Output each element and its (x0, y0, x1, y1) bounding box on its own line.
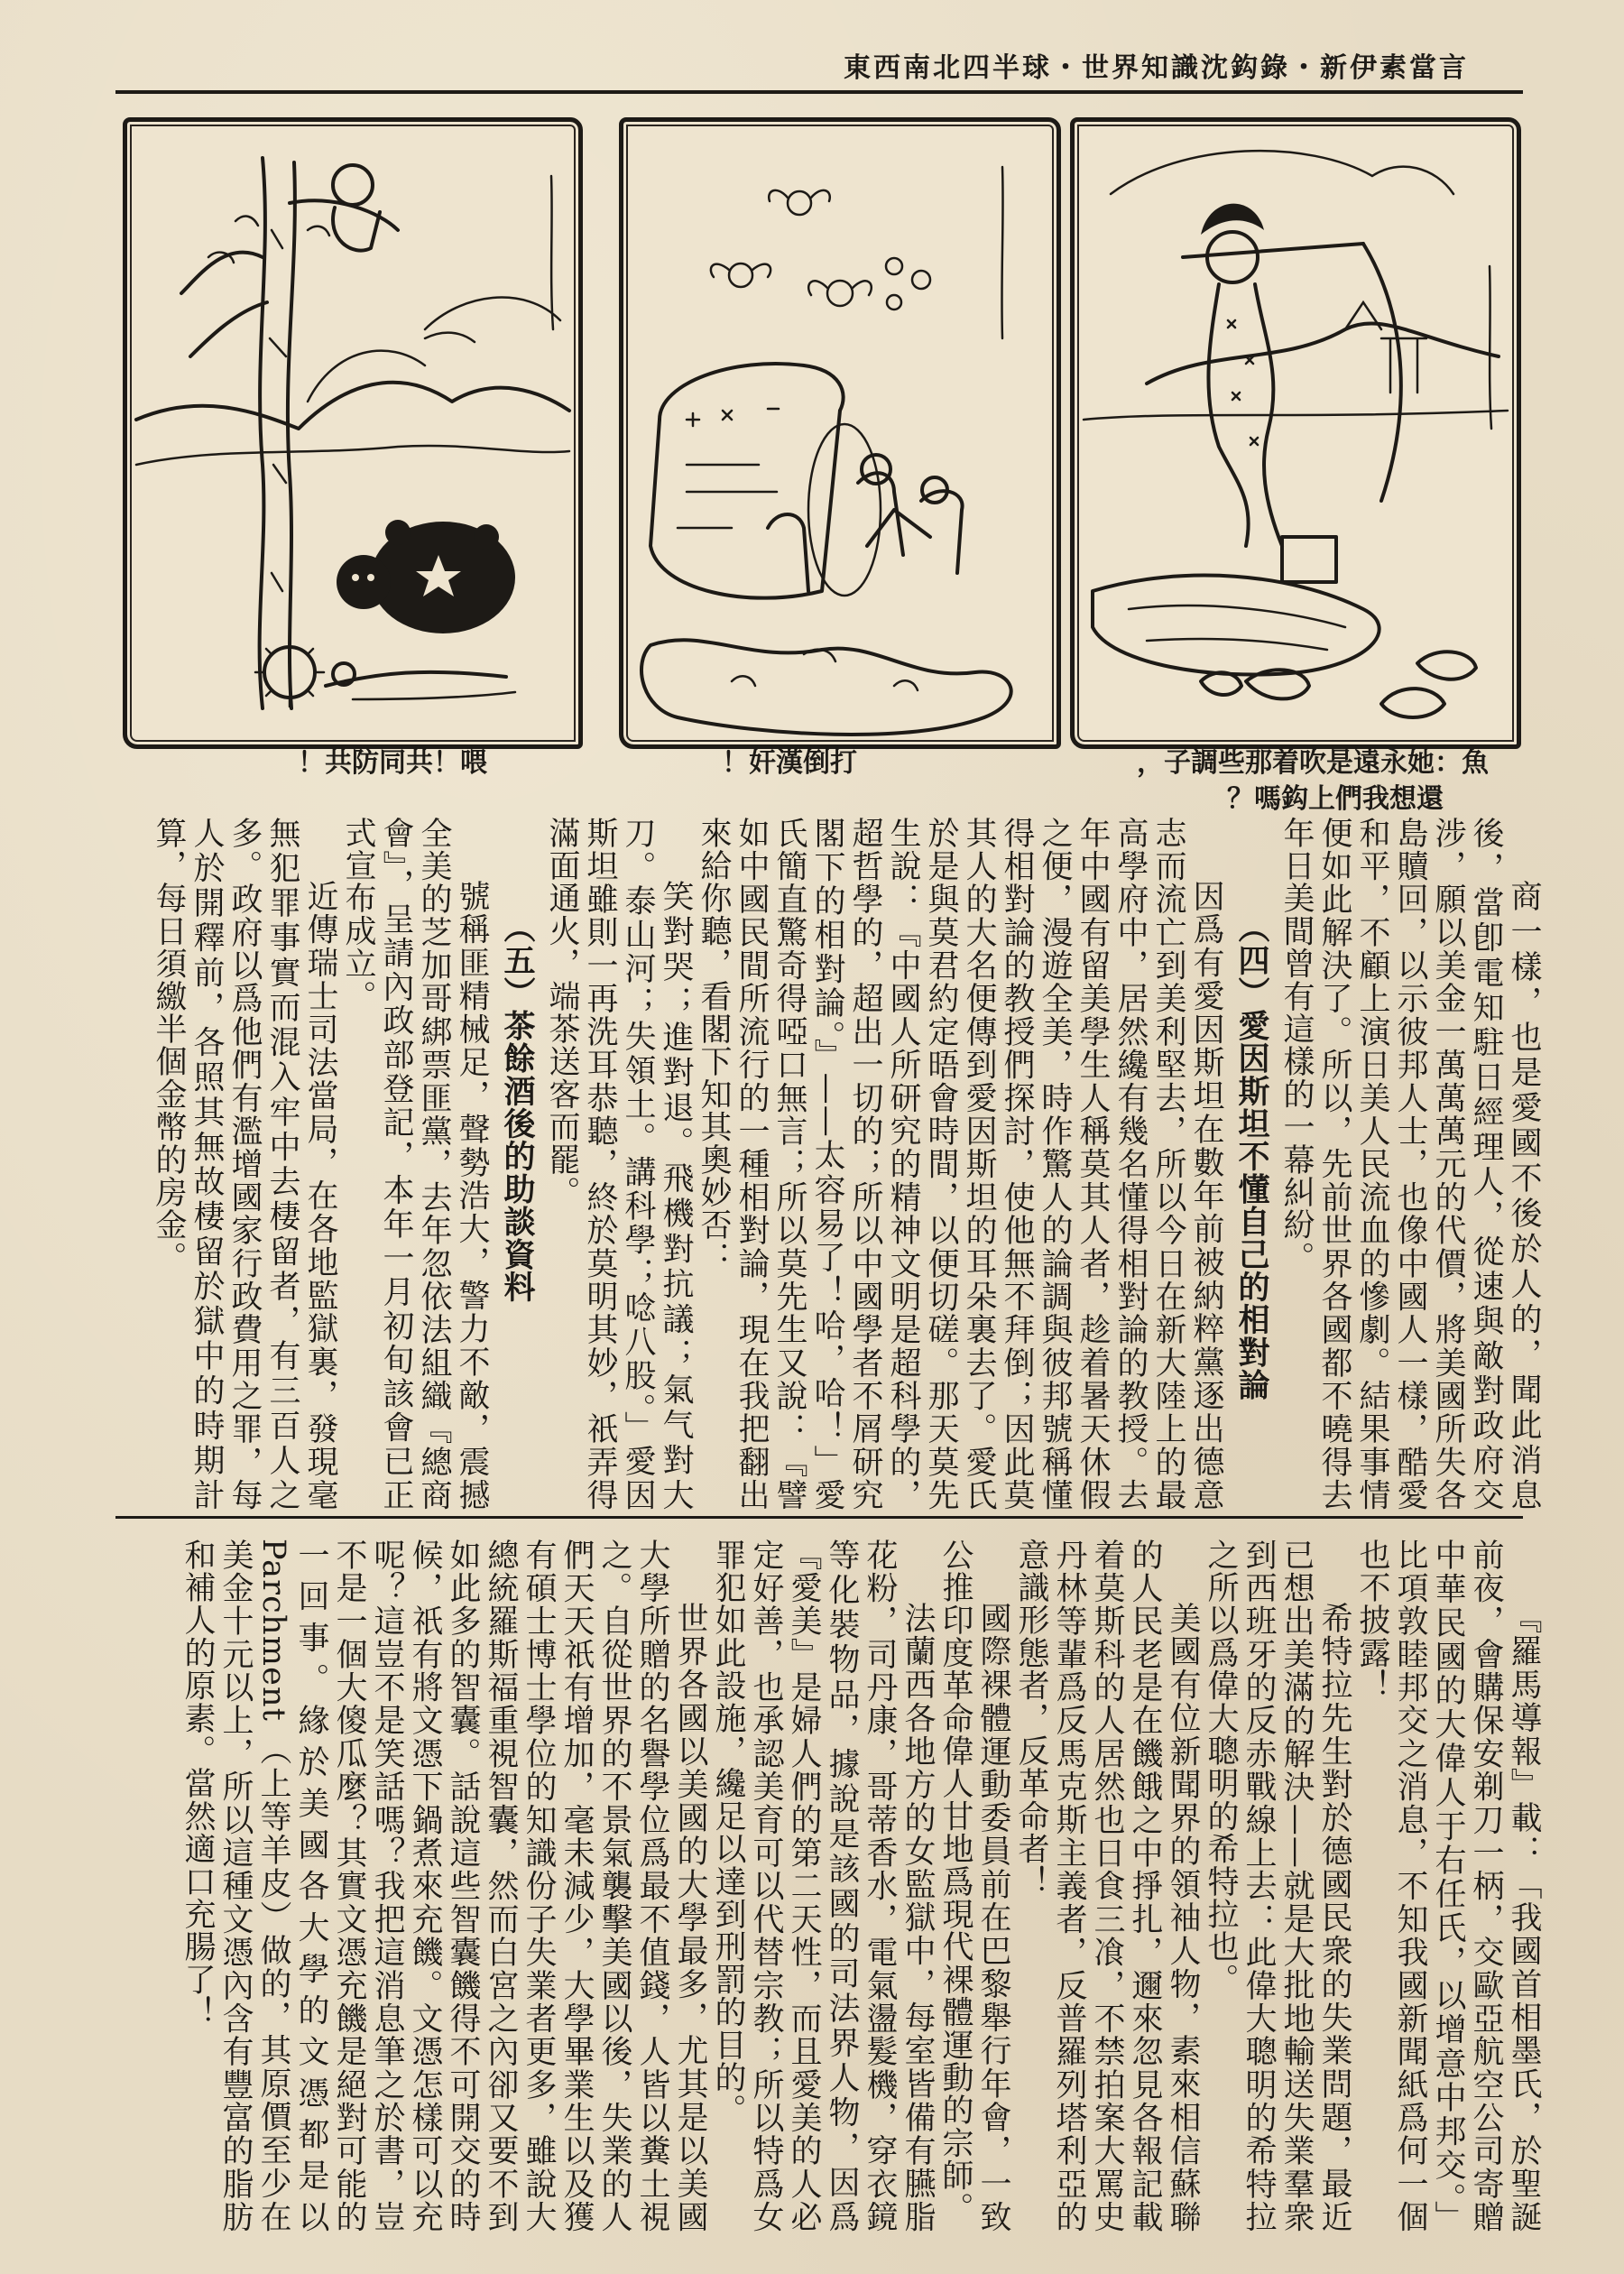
paragraph-us-press: 美國有位新聞界的領袖人物，素來相信蘇聯的人民老是在饑餓之中掙扎，邇來忽見各報記載着莫斯科的人居然也日食三飡，不禁拍案大罵史丹林等輩爲反馬克斯主義者，反普羅列塔利亞的意識形態者，反革命者！ (1013, 1539, 1201, 2233)
cartoon-panel-2 (619, 117, 1061, 749)
paragraph-einstein-2: 笑對哭；進對退。飛機對抗議；氣气對大刀。泰山河；失領土。講科學；唸八股。」愛因斯坦雖則一再洗耳恭聽，終於莫明其妙，祇弄得滿面通火，端茶送客而罷。 (544, 817, 694, 1511)
section-divider (115, 1516, 1523, 1519)
section-heading-4: （四）愛因斯坦不懂自己的相對論 (1233, 911, 1270, 1401)
article-upper-block (135, 817, 1543, 1511)
page-header (115, 45, 1523, 94)
cartoon-caption-3b: 還想我們上鈎嗎？ (1227, 783, 1444, 815)
article-lower-block (135, 1539, 1543, 2233)
cartoon-jam-pot-illustration (623, 122, 1057, 744)
paragraph-hitler: 希特拉先生對於德國民衆的失業問題，最近已想出美滿的解決——就是大批地輸送失業羣衆到西班牙的反赤戰線上去：此偉大聰明的希特拉之所以爲偉大聰明的希特拉也。 (1203, 1539, 1352, 2233)
cartoon-caption-2: 打倒漢奸！ (722, 747, 857, 779)
running-title: 言當素伊新・錄鈎沈識知界世・球半四北南西東 (844, 52, 1469, 84)
cartoon-panel-1 (123, 117, 583, 749)
paragraph-roman-news: 『羅馬導報』載：「我國首相墨氏，於聖誕前夜，會購保安剃刀一柄，交歐亞航空公司寄贈中華民國的大偉人于右任氏，以增意中邦交。」比項敦睦邦交之消息，不知我國新聞紙爲何一個也不披露！ (1354, 1539, 1542, 2233)
cartoon-panel-3 (1070, 117, 1521, 749)
section-heading-5: （五）茶餘酒後的助談資料 (499, 911, 536, 1304)
cartoon-fishing-geisha-illustration (1075, 122, 1517, 744)
paragraph-chicago: 號稱匪精械足，聲勢浩大，警力不敵，震撼全美的芝加哥綁票匪黨，去年忽依法組織『總商會』，呈請內政部登記，本年一月初旬該會已正式宣布成立。 (340, 817, 490, 1511)
paragraph-french-prison: 法蘭西各地方的女監獄中，每室皆備有臙脂花粉，司丹康，哥蒂香水，電氣盪髮機，穿衣鏡等化裝物品，據說是該國的司法界人物，因爲『愛美』是婦人們的第二天性，而且愛美的人必定好善，也承認美育可以代替宗教；所以特爲女罪犯如此設施，纔足以達到刑罰的目的。 (710, 1539, 936, 2233)
paragraph-einstein-1: 因爲有愛因斯坦在數年前被納粹黨逐出德意志而流亡到美利堅去，所以今日在新大陸上的最高學府中，居然纔有幾名懂得相對論的教授。去年中國有留美學生人稱莫其人者，趁着暑天休假之便，漫遊全美，時作驚人的論調與彼邦號稱懂得相對論的教授們探討，使他無不拜倒；因此莫其人的大名便傳到愛因斯坦的耳朵裏去了。愛氏於是與莫君約定晤會時間，以便切磋。那天莫先生說：『中國人所研究的精神文明是超科學的，超哲學的，超出一切的；所以中國學者不屑研究閣下的相對論。』——太容易了！哈，哈！」愛氏簡直驚奇得啞口無言；所以莫先生又說：『譬如中國民間所流行的一種相對論，現在我把翻出來給你聽，看閣下知其奧妙否： (696, 817, 1224, 1511)
paragraph-nudism: 國際裸體運動委員前在巴黎舉行年會，一致公推印度革命偉人甘地爲現代裸體運動的宗師。 (937, 1539, 1011, 2233)
paragraph-swiss: 近傳瑞士司法當局，在各地監獄裏，發現毫無犯罪事實而混入牢中去棲留者，有三百人之多。政府以爲他們有濫增國家行政費用之罪，每人於開釋前，各照其無故棲留於獄中的時期計算，每日須繳半個金幣的房金。 (151, 817, 338, 1511)
paragraph-diplomas: 世界各國以美國的大學最多，尤其是以美國大學所贈的名譽學位爲最不值錢，人皆以糞土視之。自從世界的不景氣襲擊美國以後，失業的人們天天祇有增加，毫未減少，大學畢業生以及獲有碩士博士學位的知識份子失業者更多，雖說大總統羅斯福重視智囊，然而白宮之內卻又要不到如此多的智囊。話說這些智囊饑得不可開交的時候，祇有將文憑下鍋煮來充饑。文憑怎樣可以充呢？這豈不是笑話嗎？我把這消息筆之於書，豈不是一個大傻瓜麼？其實文憑充饑是絕對可能的一回事。緣於美國各大學的文憑都是以 Parchment （上等羊皮）做的，其原價至少在美金十元以上，所以這種文憑內含有豐富的脂肪和補人的原素。當然適口充腸了！ (180, 1539, 708, 2233)
cartoon-caption-1: 喂！共同防共！ (298, 747, 487, 779)
cartoon-caption-3a: 魚：她永遠是吹着那些調子， (1137, 747, 1489, 779)
paragraph-intro: 商一樣，也是愛國不後於人的，聞此消息後，當卽電知駐日經理人，從速與敵對政府交涉，願以美金一萬萬萬元的代價，將美國所失各島贖回，以示彼邦人士，也像中國人一樣，酷愛和平，不顧上演日美人民流血的慘劇。結果事情便如此解決了。所以，先前世界各國都不曉得去年日美間曾有這樣的一幕糾紛。 (1278, 817, 1542, 1511)
cartoon-tree-bear-illustration (127, 122, 578, 744)
